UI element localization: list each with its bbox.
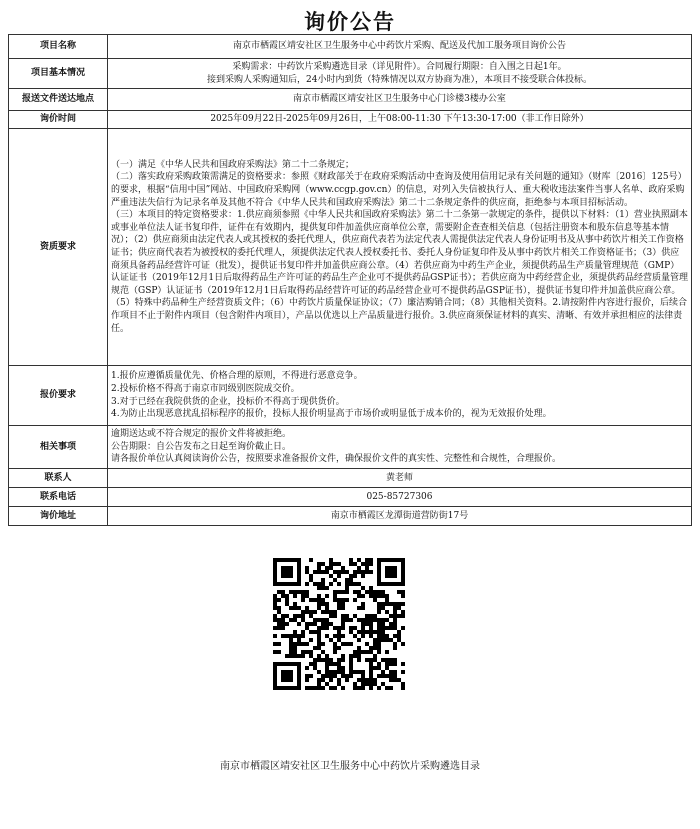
row-project-name (9, 35, 692, 59)
value-related-line: 逾期送达或不符合规定的报价文件将被拒绝。 (111, 429, 292, 440)
label-qualification: 资质要求 (9, 129, 108, 366)
label-inquiry-time: 询价时间 (9, 111, 108, 129)
row-quote-requirements (9, 366, 692, 426)
value-qualification-para: （三）本项目的特定资格要求：1.供应商须参照《中华人民共和国政府采购法》第二十二条第一款规定的条件，提供以下材料：（1）营业执照副本或事业单位法人证书复印件，证件在有效期内，提供复印件加盖供应商单位公章，需要附企查查相关信息（包括注册资本和股东信息等基本情况）；（2）供应商须由法定代表人或其授权的委托代理人，供应商代表若为法定代表人需提供法定代表人身份证明书及从事中药饮片相关工作资格证书；供应商代表若为被授权的委托代理人，须提供法定代表人授权委托书、委托人身份证复印件及从事中药饮片相关工作资格证书；（3）供应商须具备药品经营许可证（批发），提供证书复印件并加盖供应商公章。（4）若供应商为中药生产企业，须提供药品生产质量管理规范（GMP）认证证书（2019年12月1日后取得药品生产许可证的药品生产企业可不提供药品GSP证书）；若供应商为中药经营企业，须提供药品经营质量管理规范（GSP）认证证书（2019年12月1日后取得药品经营许可证的药品经营企业可不提供药品GSP证书），提供证书复印件并加盖供应商公章。（5）特殊中药品种生产经营资质文件；（6）中药饮片质量保证协议；（7）廉洁购销合同；（8）其他相关资料。2.请按附件内容进行报价，后续合作项目不止于附件内项目（包含附件内项目），产品以优选以上产品质量进行报价。3.供应商须保证材料的真实、清晰、有效并承担相应的法律责任。 (111, 210, 688, 334)
value-contact: 黄老师 (385, 472, 413, 483)
value-basic-info-line: 采购需求：中药饮片采购遴选目录（详见附件）。合同履行期限：自入围之日起1年。 (232, 61, 567, 72)
label-contact: 联系人 (9, 469, 108, 488)
value-qualification-para: （二）落实政府采购政策需满足的资格要求：参照《财政部关于在政府采购活动中查询及使用信用记录有关问题的通知》（财库〔2016〕125号）的要求，根据“信用中国”网站、中国政府采购网（www.ccgp.gov.cn）的信息，对列入失信被执行人、重大税收违法案件当事人名单、政府采购严重违法失信行为记录名单及其他不符合《中华人民共和国政府采购法》第二十二条规定条件的供应商，拒绝参与本项目招标活动。 (111, 172, 687, 208)
value-quote-line: 4.为防止出现恶意扰乱招标程序的报价，投标人报价明显高于市场价或明显低于成本价的，视为无效报价处理。 (111, 409, 552, 420)
row-phone (9, 488, 692, 507)
label-quote-requirements: 报价要求 (9, 366, 108, 426)
value-delivery-place: 南京市栖霞区靖安社区卫生服务中心门诊楼3楼办公室 (293, 94, 506, 105)
row-basic-info (9, 59, 692, 89)
value-inquiry-time: 2025年09月22日-2025年09月26日，上午08:00-11:30 下午13:30-17:00（非工作日除外） (210, 114, 589, 125)
row-delivery-place (9, 89, 692, 111)
value-address: 南京市栖霞区龙潭街道营防街17号 (330, 510, 469, 521)
value-quote-line: 2.投标价格不得高于南京市同级别医院成交价。 (111, 383, 300, 394)
qr-code-icon[interactable] (273, 558, 405, 690)
qr-caption: 南京市栖霞区靖安社区卫生服务中心中药饮片采购遴选目录 (220, 761, 480, 772)
value-qualification-para: （一）满足《中华人民共和国政府采购法》第二十二条规定； (111, 159, 355, 170)
row-contact (9, 469, 692, 488)
notice-table (8, 34, 692, 526)
label-delivery-place: 报送文件送达地点 (9, 89, 108, 111)
label-phone: 联系电话 (9, 488, 108, 507)
label-basic-info: 项目基本情况 (9, 59, 108, 89)
value-quote-line: 3.对于已经在我院供货的企业，投标价不得高于现供货价。 (111, 396, 345, 407)
value-related-line: 公告期限：自公告发布之日起至询价截止日。 (111, 441, 292, 452)
value-project-name: 南京市栖霞区靖安社区卫生服务中心中药饮片采购、配送及代加工服务项目询价公告 (232, 41, 566, 52)
row-qualification (9, 129, 692, 366)
value-quote-line: 1.报价应遵循质量优先、价格合理的原则，不得进行恶意竞争。 (111, 371, 363, 382)
row-address (9, 507, 692, 526)
label-address: 询价地址 (9, 507, 108, 526)
row-inquiry-time (9, 111, 692, 129)
row-related-matters (9, 426, 692, 469)
value-basic-info-line: 接到采购人采购通知后，24小时内到货（特殊情况以双方协商为准），本项目不接受联合体投标。 (207, 74, 592, 85)
label-project-name: 项目名称 (9, 35, 108, 59)
label-related-matters: 相关事项 (9, 426, 108, 469)
value-phone: 025-85727306 (366, 491, 433, 502)
value-related-line: 请各报价单位认真阅读询价公告，按照要求准备报价文件，确保报价文件的真实性、完整性和合规性，合理报价。 (111, 454, 562, 465)
page-title: 询价公告 (304, 9, 396, 34)
